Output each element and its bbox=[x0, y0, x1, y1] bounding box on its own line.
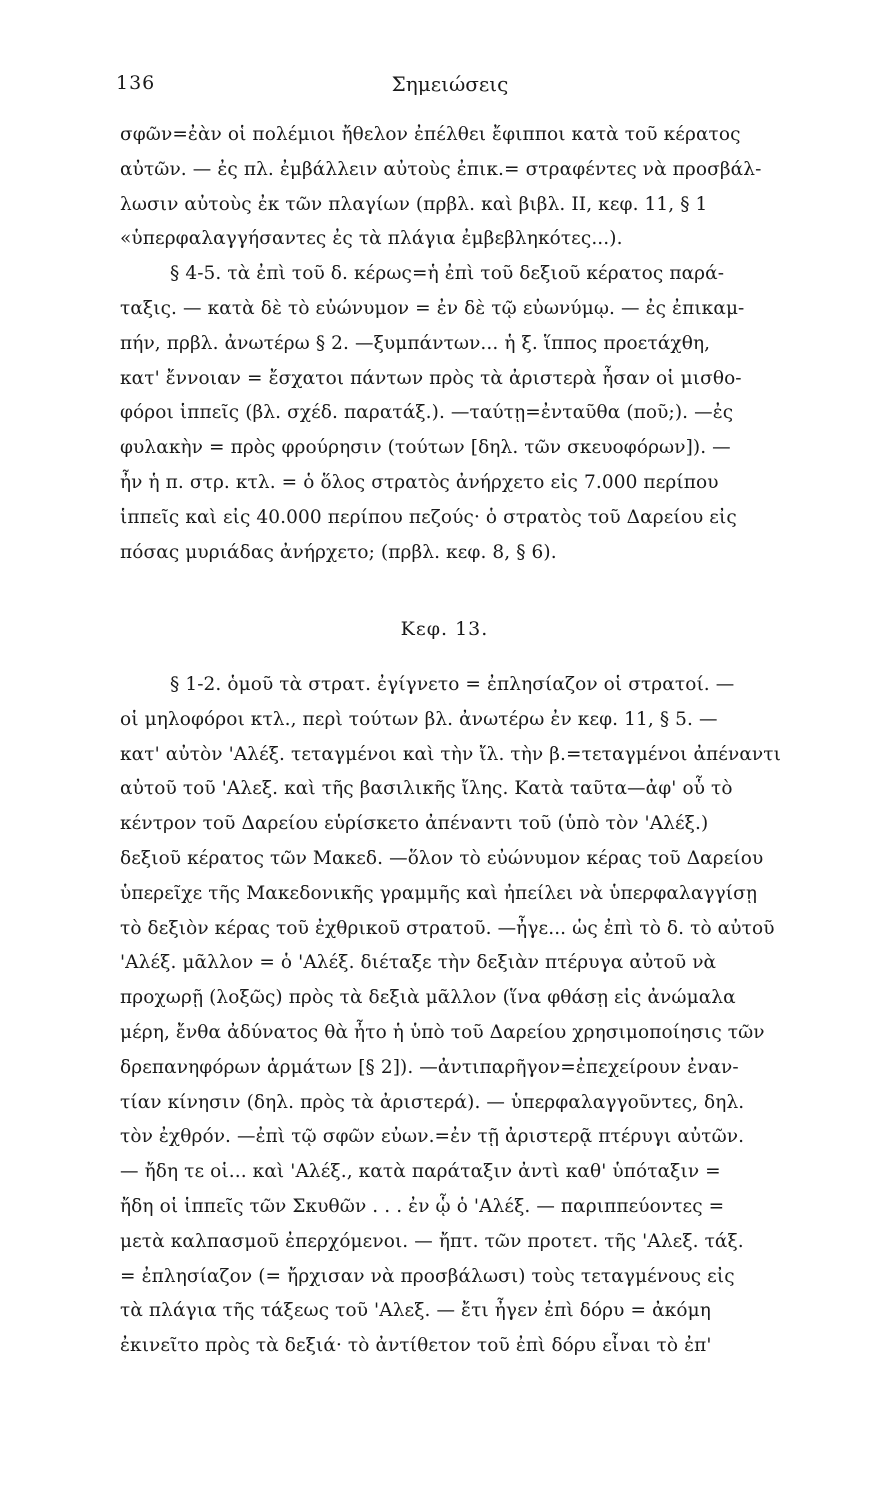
text-line: αὐτοῦ τοῦ 'Αλεξ. καὶ τῆς βασιλικῆς ἴλης. Κατὰ ταῦτα—ἀφ' οὗ τὸ bbox=[120, 778, 733, 800]
text-line: λωσιν αὐτοὺς ἐκ τῶν πλαγίων (πρβλ. καὶ βιβλ. II, κεφ. 11, § 1 bbox=[120, 193, 708, 215]
text-line: = ἐπλησίαζον (= ἤρχισαν νὰ προσβάλωσι) τοὺς τεταγμένους εἰς bbox=[120, 1265, 735, 1287]
text-line: τὸν ἐχθρόν. —ἐπὶ τῷ σφῶν εὐων.=ἐν τῇ ἀριστερᾷ πτέρυγι αὐτῶν. bbox=[120, 1126, 745, 1148]
text-line: ὑπερεῖχε τῆς Μακεδονικῆς γραμμῆς καὶ ἠπείλει νὰ ὑπερφαλαγγίσῃ bbox=[120, 882, 758, 904]
page-number: 136 bbox=[116, 72, 156, 94]
text-line: ἱππεῖς καὶ εἰς 40.000 περίπου πεζούς· ὁ στρατὸς τοῦ Δαρείου εἰς bbox=[120, 506, 737, 528]
text-line: σφῶν=ἐὰν οἱ πολέμιοι ἤθελον ἐπέλθει ἔφιπποι κατὰ τοῦ κέρατος bbox=[120, 124, 741, 145]
text-line: πόσας μυριάδας ἀνήρχετο; (πρβλ. κεφ. 8, § 6). bbox=[120, 541, 557, 563]
text-line: δεξιοῦ κέρατος τῶν Μακεδ. —ὅλον τὸ εὐώνυμον κέρας τοῦ Δαρείου bbox=[120, 847, 764, 869]
text-line: μετὰ καλπασμοῦ ἐπερχόμενοι. — ἤπτ. τῶν προτετ. τῆς 'Αλεξ. τάξ. bbox=[120, 1230, 744, 1252]
text-line: ἐκινεῖτο πρὸς τὰ δεξιά· τὸ ἀντίθετον τοῦ ἐπὶ δόρυ εἶναι τὸ ἐπ' bbox=[120, 1335, 712, 1357]
text-line: πήν, πρβλ. ἀνωτέρω § 2. —ξυμπάντων... ἡ ξ. ἵππος προετάχθη, bbox=[120, 332, 711, 354]
notes-section-chapter-12 bbox=[120, 118, 850, 570]
text-line: φόροι ἱππεῖς (βλ. σχέδ. παρατάξ.). —ταύτῃ=ἐνταῦθα (ποῦ;). —ἐς bbox=[120, 402, 734, 424]
text-line: κατ' ἔννοιαν = ἔσχατοι πάντων πρὸς τὰ ἀριστερὰ ἦσαν οἱ μισθο- bbox=[120, 367, 742, 389]
text-line: «ὑπερφαλαγγήσαντες ἐς τὰ πλάγια ἐμβεβληκότες...). bbox=[120, 228, 623, 250]
page-header-title: Σημειώσεις bbox=[391, 72, 509, 96]
running-head bbox=[116, 72, 784, 102]
text-line: κέντρον τοῦ Δαρείου εὑρίσκετο ἀπέναντι τοῦ (ὑπὸ τὸν 'Αλέξ.) bbox=[120, 813, 709, 835]
text-line: § 4-5. τὰ ἐπὶ τοῦ δ. κέρως=ἡ ἐπὶ τοῦ δεξιοῦ κέρατος παρά- bbox=[170, 263, 725, 285]
text-line: § 1-2. ὁμοῦ τὰ στρατ. ἐγίγνετο = ἐπλησίαζον οἱ στρατοί. — bbox=[170, 674, 735, 695]
text-line: δρεπανηφόρων ἁρμάτων [§ 2]). —ἀντιπαρῆγον=ἐπεχείρουν ἐναν- bbox=[120, 1056, 739, 1078]
text-line: ταξις. — κατὰ δὲ τὸ εὐώνυμον = ἐν δὲ τῷ εὐωνύμῳ. — ἐς ἐπικαμ- bbox=[120, 297, 745, 319]
chapter-heading: Κεφ. 13. bbox=[400, 618, 489, 640]
text-line: τίαν κίνησιν (δηλ. πρὸς τὰ ἀριστερά). — ὑπερφαλαγγοῦντες, δηλ. bbox=[120, 1091, 745, 1113]
text-line: φυλακὴν = πρὸς φρούρησιν (τούτων [δηλ. τῶν σκευοφόρων]). — bbox=[120, 437, 731, 459]
text-line: τὰ πλάγια τῆς τάξεως τοῦ 'Αλεξ. — ἔτι ἦγεν ἐπὶ δόρυ = ἀκόμη bbox=[120, 1300, 711, 1322]
text-line: κατ' αὐτὸν 'Αλέξ. τεταγμένοι καὶ τὴν ἴλ. τὴν β.=τεταγμένοι ἀπέναντι bbox=[120, 743, 781, 765]
text-line: οἱ μηλοφόροι κτλ., περὶ τούτων βλ. ἀνωτέρω ἐν κεφ. 11, § 5. — bbox=[120, 708, 718, 730]
notes-section-chapter-13 bbox=[120, 668, 850, 1364]
text-line: προχωρῇ (λοξῶς) πρὸς τὰ δεξιὰ μᾶλλον (ἵνα φθάσῃ εἰς ἀνώμαλα bbox=[120, 987, 736, 1009]
text-line: — ἤδη τε οἱ... καὶ 'Αλέξ., κατὰ παράταξιν ἀντὶ καθ' ὑπόταξιν = bbox=[120, 1161, 721, 1183]
text-line: 'Αλέξ. μᾶλλον = ὁ 'Αλέξ. διέταξε τὴν δεξιὰν πτέρυγα αὐτοῦ νὰ bbox=[120, 952, 717, 974]
text-line: τὸ δεξιὸν κέρας τοῦ ἐχθρικοῦ στρατοῦ. —ἦγε... ὡς ἐπὶ τὸ δ. τὸ αὐτοῦ bbox=[120, 917, 775, 939]
text-line: μέρη, ἔνθα ἀδύνατος θὰ ἦτο ἡ ὑπὸ τοῦ Δαρείου χρησιμοποίησις τῶν bbox=[120, 1021, 765, 1043]
text-line: αὐτῶν. — ἐς πλ. ἐμβάλλειν αὐτοὺς ἐπικ.= στραφέντες νὰ προσβάλ- bbox=[120, 158, 762, 180]
text-line: ἦν ἡ π. στρ. κτλ. = ὁ ὅλος στρατὸς ἀνήρχετο εἰς 7.000 περίπου bbox=[120, 471, 719, 493]
text-line: ἤδη οἱ ἱππεῖς τῶν Σκυθῶν . . . ἐν ᾧ ὁ 'Αλέξ. — παριππεύοντες = bbox=[120, 1195, 725, 1217]
